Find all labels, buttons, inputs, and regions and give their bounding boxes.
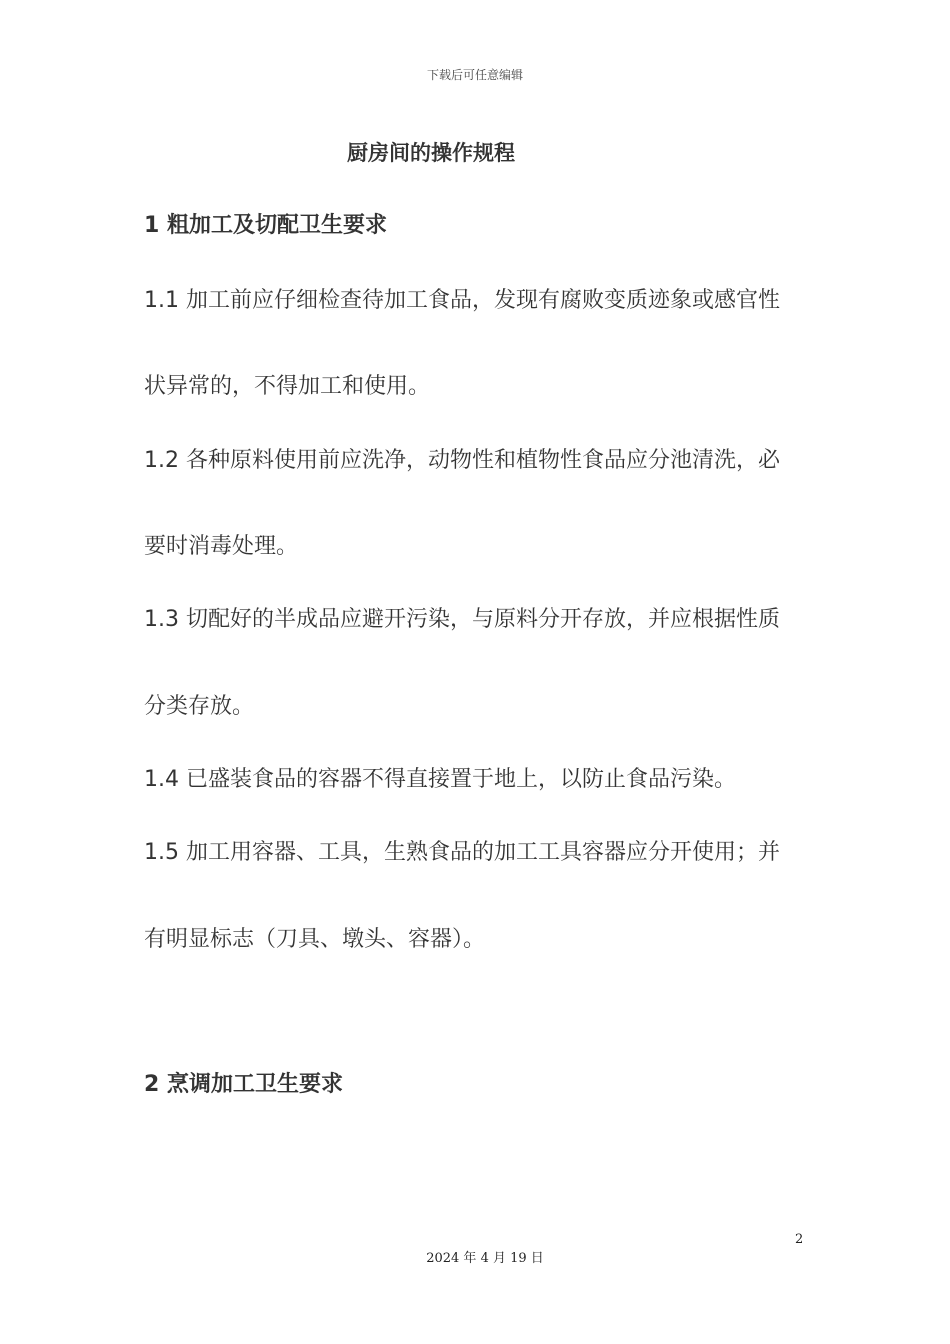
section-heading-2: 2 烹调加工卫生要求 bbox=[144, 1072, 343, 1097]
paragraph-line: 1.2 各种原料使用前应洗净，动物性和植物性食品应分池清洗，必 bbox=[144, 448, 780, 473]
paragraph-line: 1.1 加工前应仔细检查待加工食品，发现有腐败变质迹象或感官性 bbox=[144, 288, 780, 313]
paragraph-line: 1.3 切配好的半成品应避开污染，与原料分开存放，并应根据性质 bbox=[144, 607, 780, 632]
paragraph-line: 有明显标志（刀具、墩头、容器）。 bbox=[144, 927, 486, 952]
paragraph-line: 分类存放。 bbox=[144, 694, 255, 719]
paragraph-line: 要时消毒处理。 bbox=[144, 534, 299, 559]
paragraph-line: 状异常的，不得加工和使用。 bbox=[144, 374, 431, 399]
page-header: 下载后可任意编辑 bbox=[426, 68, 523, 82]
page-number: 2 bbox=[795, 1232, 804, 1247]
paragraph-line: 1.4 已盛装食品的容器不得直接置于地上，以防止食品污染。 bbox=[144, 767, 736, 792]
paragraph-line: 1.5 加工用容器、工具，生熟食品的加工工具容器应分开使用；并 bbox=[144, 840, 780, 865]
footer-date: 2024 年 4 月 19 日 bbox=[426, 1251, 544, 1266]
document-title: 厨房间的操作规程 bbox=[347, 141, 515, 165]
section-heading-1: 1 粗加工及切配卫生要求 bbox=[144, 213, 387, 238]
